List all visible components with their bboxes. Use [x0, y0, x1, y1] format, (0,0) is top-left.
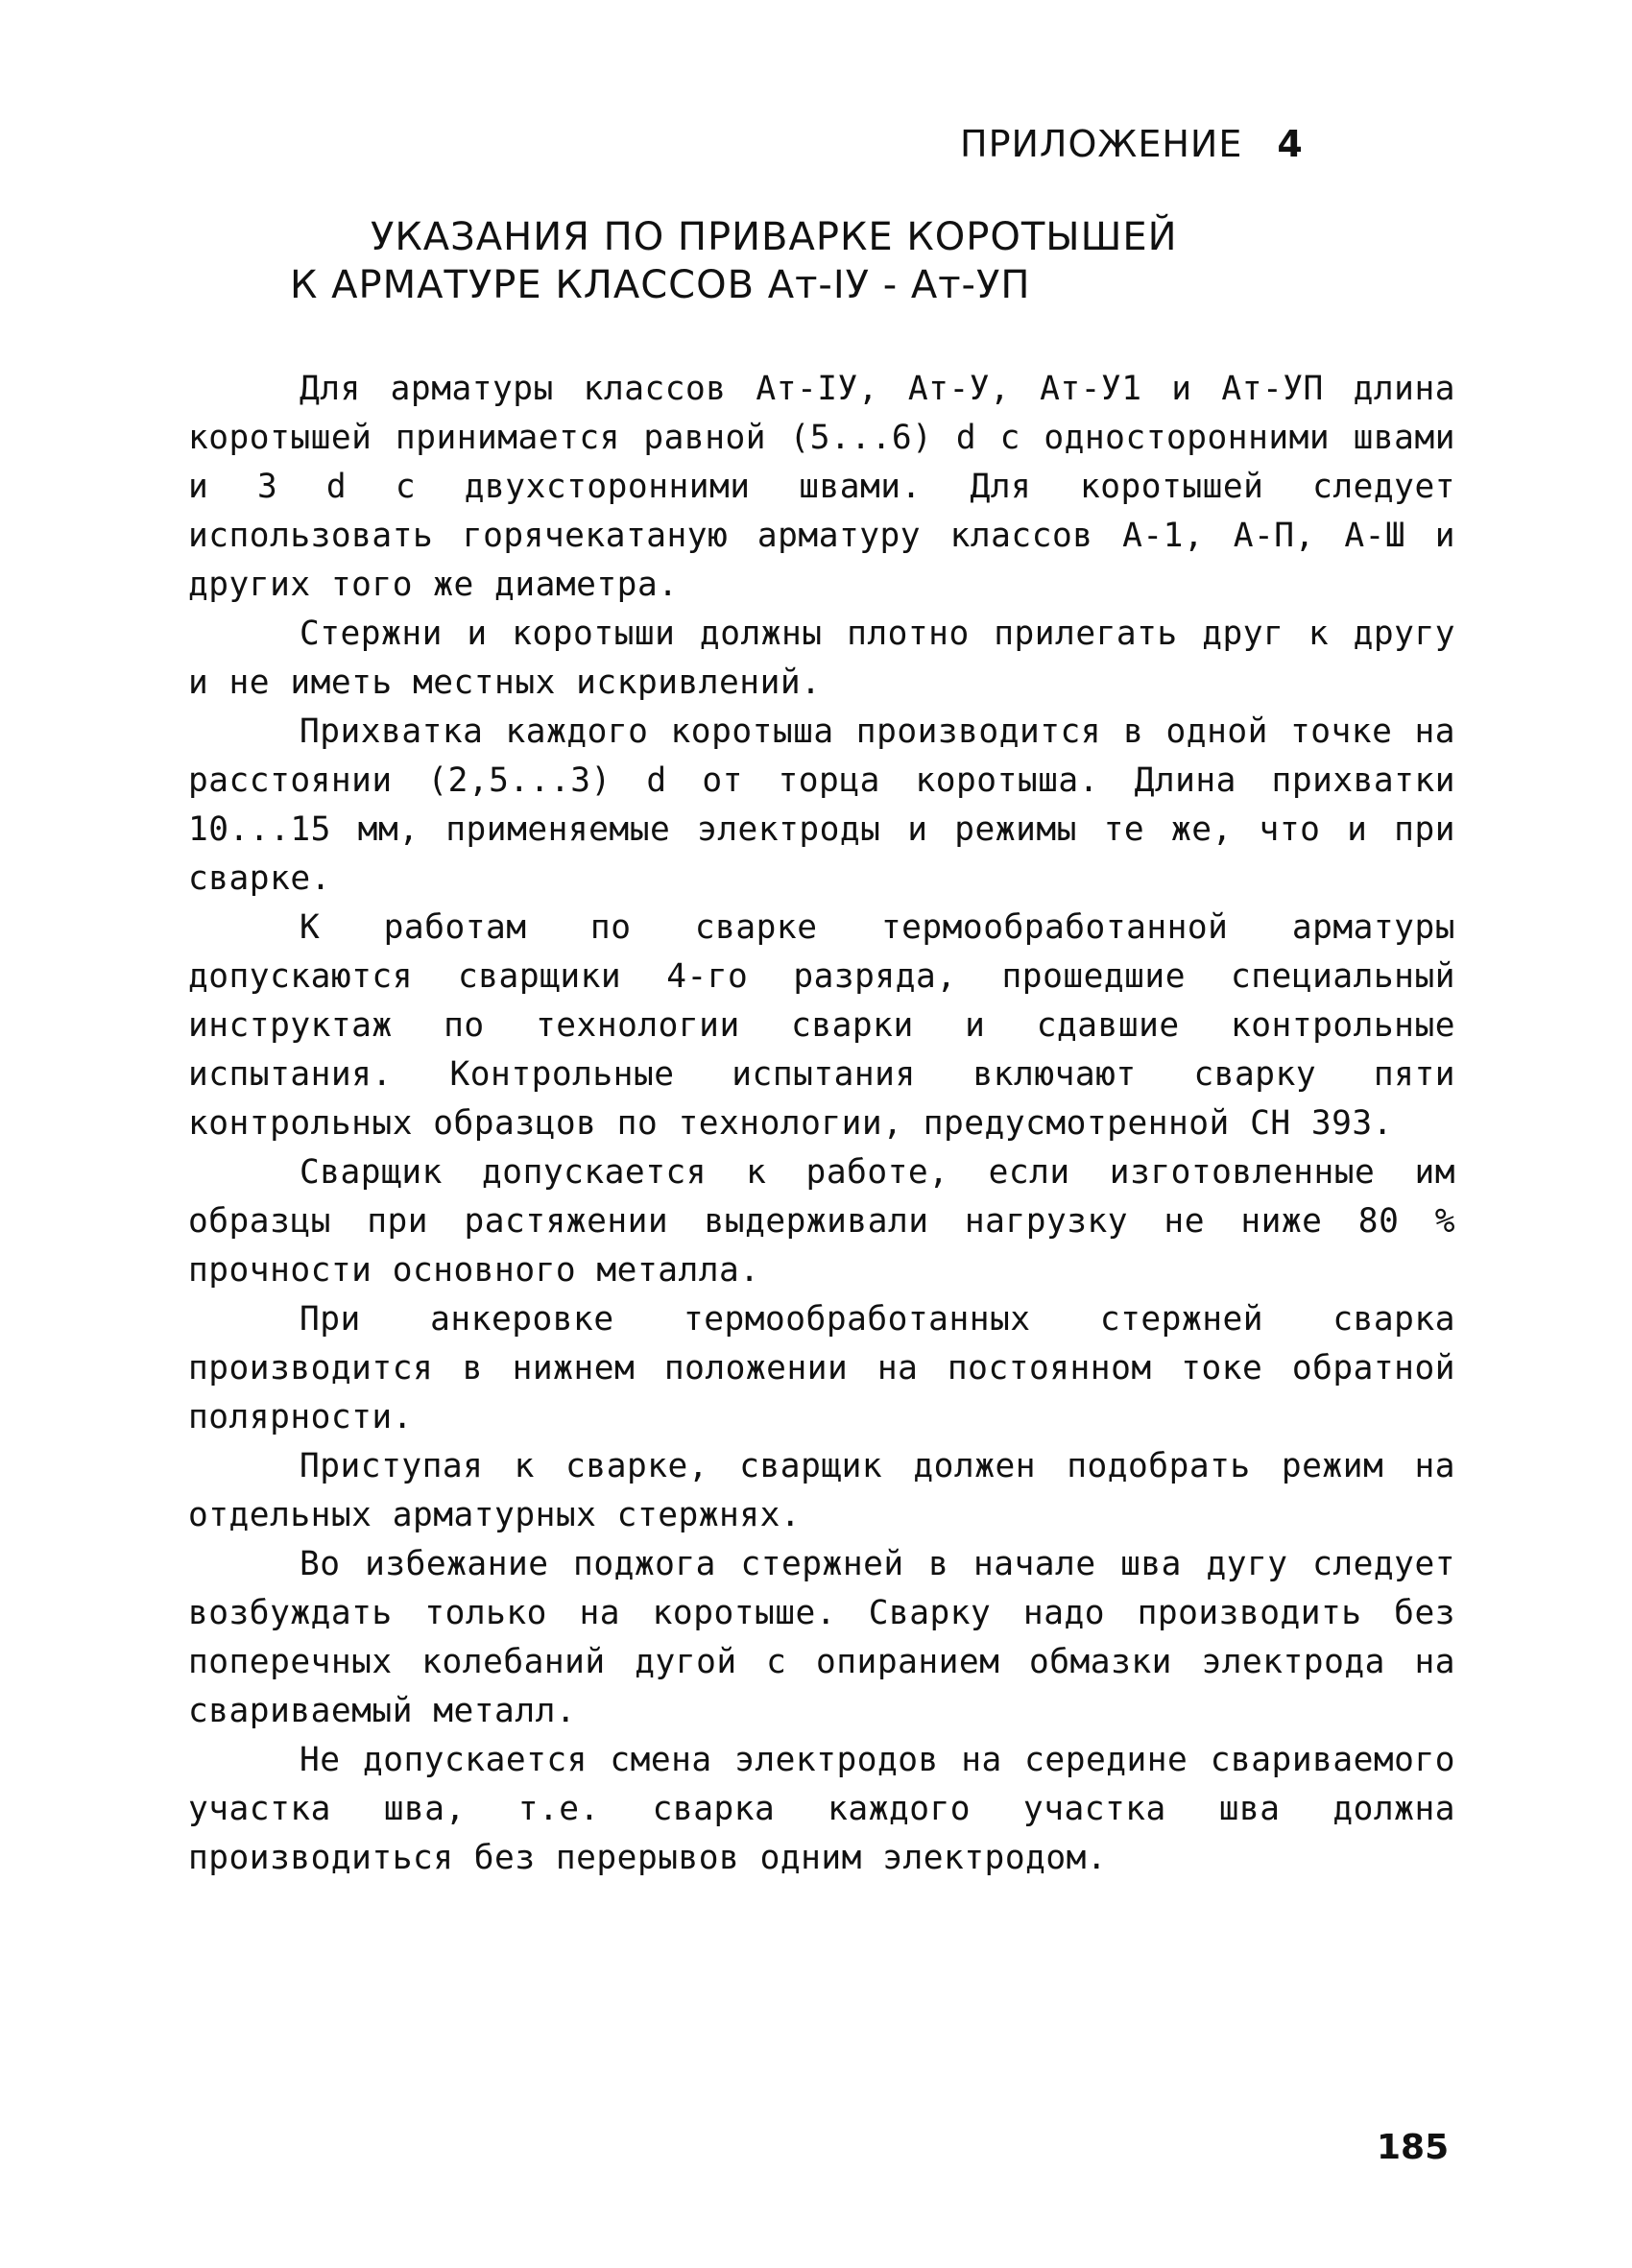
paragraph: Во избежание поджога стержней в начале шва дугу следует возбуждать только на коротыше. Сварку надо производить без поперечных колебаний дугой с опиранием обмазки электрода на свариваемый металл.	[188, 1545, 1455, 1730]
paragraph: При анкеровке термообработанных стержней сварка производится в нижнем положении на постоянном токе обратной полярности.	[188, 1300, 1455, 1436]
appendix-number: 4	[1277, 123, 1304, 165]
paragraph: Для арматуры классов Ат-IУ, Ат-У, Ат-У1 и Ат-УП длина коротышей принимается равной (5...6) d с односторонними швами и 3 d с двухсторонними швами. Для коротышей следует использовать горячекатаную арматуру классов А-1, А-П, А-Ш и других того же диаметра.	[188, 370, 1455, 604]
paragraph: Сварщик допускается к работе, если изготовленные им образцы при растяжении выдерживали нагрузку не ниже 80 % прочности основного металла.	[188, 1153, 1455, 1290]
paragraph: Не допускается смена электродов на середине свариваемого участка шва, т.е. сварка каждого участка шва должна производиться без перерывов одним электродом.	[188, 1741, 1455, 1877]
paragraph: К работам по сварке термообработанной арматуры допускаются сварщики 4-го разряда, прошедшие специальный инструктаж по технологии сварки и сдавшие контрольные испытания. Контрольные испытания включают сварку пяти контрольных образцов по технологии, предусмотренной СН 393.	[188, 908, 1455, 1143]
page-number: 185	[1377, 2128, 1450, 2167]
appendix-label: ПРИЛОЖЕНИЕ	[960, 123, 1243, 165]
body-text	[188, 365, 1455, 1883]
title-line-1: УКАЗАНИЯ ПО ПРИВАРКЕ КОРОТЫШЕЙ	[371, 215, 1178, 259]
title-line-2: К АРМАТУРЕ КЛАССОВ Ат-IУ - Ат-УП	[290, 263, 1031, 307]
paragraph: Стержни и коротыши должны плотно прилегать друг к другу и не иметь местных искривлений.	[188, 615, 1455, 702]
paragraph: Приступая к сварке, сварщик должен подобрать режим на отдельных арматурных стержнях.	[188, 1447, 1455, 1534]
paragraph: Прихватка каждого коротыша производится в одной точке на расстоянии (2,5...3) d от торца коротыша. Длина прихватки 10...15 мм, применяемые электроды и режимы те же, что и при сварке.	[188, 712, 1455, 898]
section-title	[192, 213, 1440, 309]
appendix-heading	[960, 123, 1304, 165]
